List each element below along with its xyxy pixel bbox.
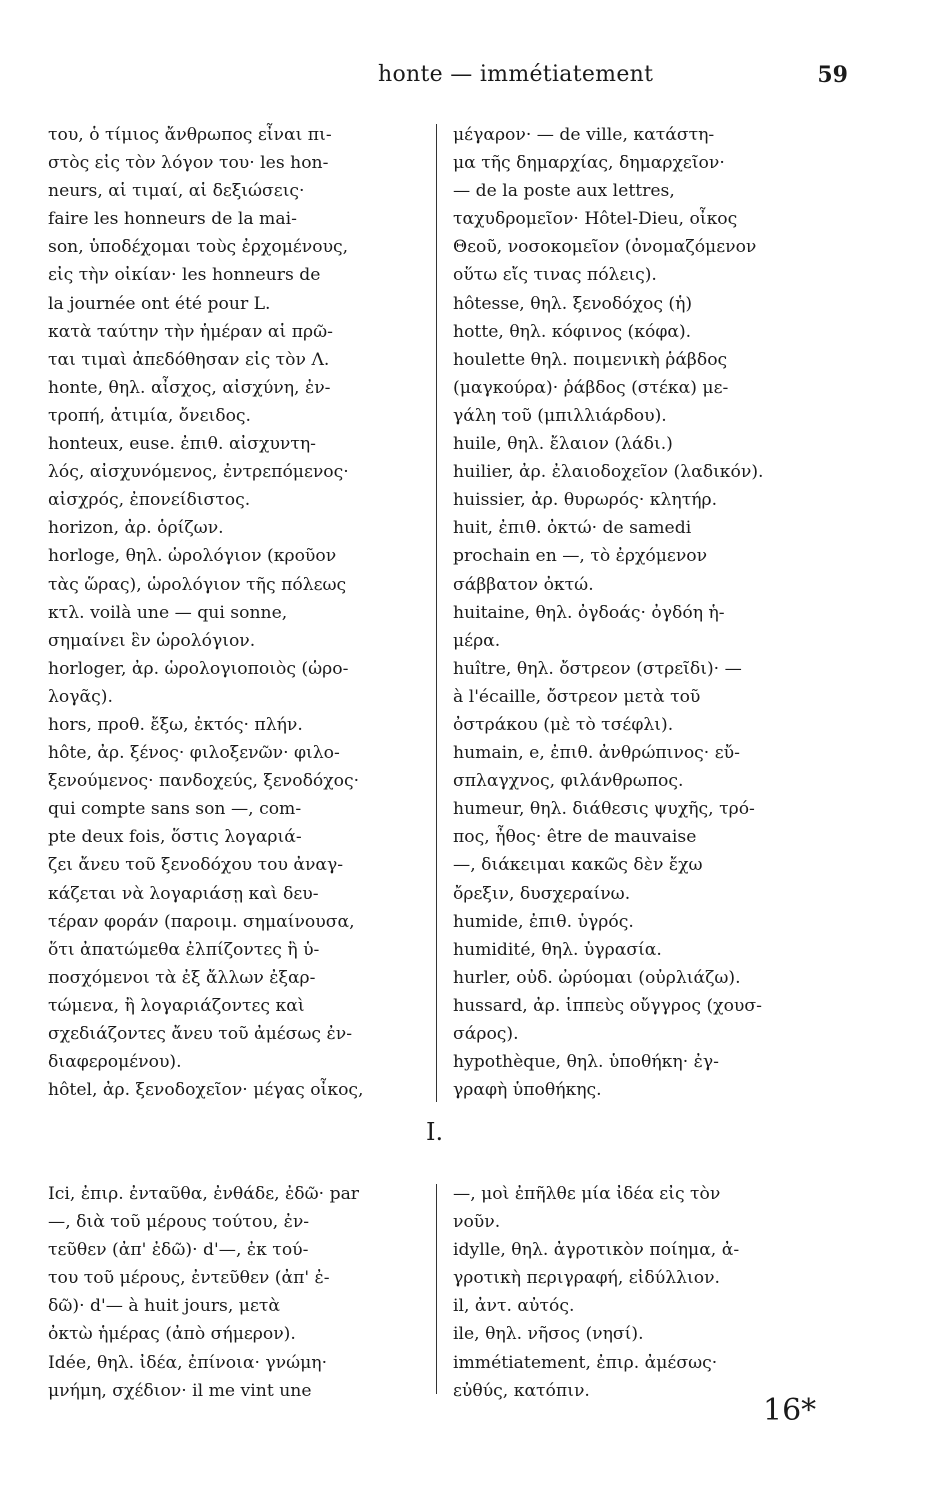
entry-line: του, ὁ τίμιος ἄνθρωπος εἶναι πι- bbox=[48, 125, 332, 145]
entry-line: hussard, ἀρ. ἱππεὺς οὔγγρος (χουσ- bbox=[453, 995, 762, 1016]
entry-line: (μαγκούρα)· ῥάβδος (στέκα) με- bbox=[453, 377, 729, 398]
entry-line: idylle, θηλ. ἀγροτικὸν ποίημα, ἀ- bbox=[453, 1240, 740, 1261]
entry-line: horizon, ἀρ. ὁρίζων. bbox=[48, 518, 224, 539]
entry-line: τὰς ὥρας), ὡρολόγιον τῆς πόλεως bbox=[48, 574, 347, 595]
entry-line: κτλ. voilà une — qui sonne, bbox=[48, 602, 288, 623]
entry-line: ὄρεξιν, δυσχεραίνω. bbox=[453, 883, 631, 904]
entry-line: δῶ)· d'— à huit jours, μετὰ bbox=[48, 1296, 280, 1317]
entry-line: μέγαρον· — de ville, κατάστη- bbox=[453, 125, 715, 145]
entry-line: hôtel, ἀρ. ξενοδοχεῖον· μέγας οἶκος, bbox=[48, 1080, 364, 1101]
entry-line: ται τιμαὶ ἀπεδόθησαν εἰς τὸν Λ. bbox=[48, 349, 330, 370]
entry-line: ὀστράκου (μὲ τὸ τσέφλι). bbox=[453, 714, 674, 735]
entry-line: hôte, ἀρ. ξένος· φιλοξενῶν· φιλο- bbox=[48, 743, 340, 764]
entry-line: prochain en —, τὸ ἐρχόμενον bbox=[453, 546, 708, 567]
entry-line: αἰσχρός, ἐπονείδιστος. bbox=[48, 490, 251, 511]
entry-line: σπλαγχνος, φιλάνθρωπος. bbox=[453, 771, 684, 792]
entry-line: —, μοὶ ἐπῆλθε μία ἰδέα εἰς τὸν bbox=[453, 1184, 721, 1204]
entry-line: γραφὴ ὑποθήκης. bbox=[453, 1080, 602, 1101]
entry-line: γροτικὴ περιγραφή, εἰδύλλιον. bbox=[453, 1268, 720, 1289]
entry-line: λός, αἰσχυνόμενος, ἐντρεπόμενος· bbox=[48, 462, 349, 483]
entry-line: σάββατον ὀκτώ. bbox=[453, 574, 594, 595]
entry-line: ὅτι ἀπατώμεθα ἐλπίζοντες ἢ ὑ- bbox=[48, 939, 320, 960]
page-number: 59 bbox=[817, 62, 848, 88]
entry-line: humain, e, ἐπιθ. ἀνθρώπινος· εὔ- bbox=[453, 743, 740, 764]
entry-line: νοῦν. bbox=[453, 1212, 501, 1233]
entry-line: ξενούμενος· πανδοχεύς, ξενοδόχος· bbox=[48, 771, 360, 792]
entry-line: ζει ἄνευ τοῦ ξενοδόχου του ἀναγ- bbox=[48, 855, 344, 876]
running-title: honte — immétiatement bbox=[378, 62, 654, 87]
entry-line: à l'écaille, ὄστρεον μετὰ τοῦ bbox=[453, 686, 701, 707]
entry-line: πος, ἦθος· être de mauvaise bbox=[453, 827, 697, 848]
entry-line: la journée ont été pour L. bbox=[48, 293, 271, 314]
entry-line: τροπή, ἀτιμία, ὄνειδος. bbox=[48, 405, 252, 426]
column-bottom-left bbox=[48, 1180, 359, 1405]
signature-mark: 16* bbox=[763, 1393, 817, 1428]
entry-line: huit, ἐπιθ. ὀκτώ· de samedi bbox=[453, 518, 692, 539]
entry-line: του τοῦ μέρους, ἐντεῦθεν (ἀπ' ἐ- bbox=[48, 1268, 330, 1289]
entry-line: hôtesse, θηλ. ξενοδόχος (ἡ) bbox=[453, 293, 693, 314]
entry-line: Ici, ἐπιρ. ἐνταῦθα, ἐνθάδε, ἐδῶ· par bbox=[48, 1184, 360, 1204]
entry-line: — de la poste aux lettres, bbox=[453, 181, 675, 202]
entry-line: στὸς εἰς τὸν λόγον του· les hon- bbox=[48, 153, 329, 174]
page-header bbox=[48, 62, 848, 98]
entry-line: hypothèque, θηλ. ὑποθήκη· ἐγ- bbox=[453, 1052, 719, 1073]
entry-line: immétiatement, ἐπιρ. ἀμέσως· bbox=[453, 1352, 718, 1373]
entry-line: ile, θηλ. νῆσος (νησί). bbox=[453, 1324, 644, 1345]
entry-line: huissier, ἀρ. θυρωρός· κλητήρ. bbox=[453, 490, 718, 511]
entry-line: ὀκτὼ ἡμέρας (ἀπὸ σήμερον). bbox=[48, 1324, 296, 1345]
entry-line: ταχυδρομεῖον· Hôtel-Dieu, οἶκος bbox=[453, 209, 738, 230]
entry-line: huître, θηλ. ὄστρεον (στρεῖδι)· — bbox=[453, 658, 742, 679]
entry-line: huilier, ἀρ. ἐλαιοδοχεῖον (λαδικόν). bbox=[453, 462, 764, 483]
entry-line: τώμενα, ἢ λογαριάζοντες καὶ bbox=[48, 995, 305, 1016]
entry-line: huitaine, θηλ. ὀγδοάς· ὀγδόη ἡ- bbox=[453, 602, 725, 623]
entry-line: neurs, αἱ τιμαί, αἱ δεξιώσεις· bbox=[48, 181, 305, 202]
column-top-right bbox=[453, 121, 764, 1104]
entry-line: il, ἀντ. αὐτός. bbox=[453, 1296, 575, 1317]
entry-line: huile, θηλ. ἔλαιον (λάδι.) bbox=[453, 434, 673, 455]
entry-line: γάλη τοῦ (μπιλλιάρδου). bbox=[453, 405, 667, 426]
entry-line: pte deux fois, ὅστις λογαριά- bbox=[48, 827, 302, 848]
entry-line: —, διὰ τοῦ μέρους τούτου, ἐν- bbox=[48, 1212, 310, 1233]
entry-line: humeur, θηλ. διάθεσις ψυχῆς, τρό- bbox=[453, 799, 755, 820]
entry-line: horloger, ἀρ. ὡρολογιοποιὸς (ὡρο- bbox=[48, 658, 349, 679]
entry-line: hotte, θηλ. κόφινος (κόφα). bbox=[453, 321, 692, 342]
entry-line: λογᾶς). bbox=[48, 686, 113, 707]
entry-line: εὐθύς, κατόπιν. bbox=[453, 1380, 590, 1401]
entry-line: humidité, θηλ. ὑγρασία. bbox=[453, 939, 662, 960]
column-divider-bottom bbox=[436, 1184, 437, 1394]
entry-line: σάρος). bbox=[453, 1024, 519, 1044]
entry-line: μα τῆς δημαρχίας, δημαρχεῖον· bbox=[453, 153, 725, 174]
entry-line: μνήμη, σχέδιον· il me vint une bbox=[48, 1380, 312, 1401]
entry-line: faire les honneurs de la mai- bbox=[48, 209, 297, 230]
entry-line: honteux, euse. ἐπιθ. αἰσχυντη- bbox=[48, 434, 316, 455]
entry-line: τεῦθεν (ἀπ' ἐδῶ)· d'—, ἐκ τού- bbox=[48, 1240, 309, 1261]
entry-line: σημαίνει ἓν ὡρολόγιον. bbox=[48, 630, 256, 651]
entry-line: houlette θηλ. ποιμενικὴ ῥάβδος bbox=[453, 349, 728, 370]
entry-line: οὕτω εἴς τινας πόλεις). bbox=[453, 265, 657, 286]
entry-line: κατὰ ταύτην τὴν ἡμέραν αἱ πρῶ- bbox=[48, 321, 333, 342]
entry-line: εἰς τὴν οἰκίαν· les honneurs de bbox=[48, 265, 321, 286]
entry-line: hors, προθ. ἔξω, ἐκτός· πλήν. bbox=[48, 714, 303, 735]
column-bottom-right bbox=[453, 1180, 739, 1405]
entry-line: hurler, οὐδ. ὠρύομαι (οὐρλιάζω). bbox=[453, 967, 741, 988]
entry-line: Idée, θηλ. ἰδέα, ἐπίνοια· γνώμη· bbox=[48, 1352, 328, 1373]
entry-line: σχεδιάζοντες ἄνευ τοῦ ἀμέσως ἐν- bbox=[48, 1024, 352, 1044]
entry-line: —, διάκειμαι κακῶς δὲν ἔχω bbox=[453, 855, 703, 876]
entry-line: horloge, θηλ. ὡρολόγιον (κροῦον bbox=[48, 546, 337, 567]
column-top-left bbox=[48, 121, 364, 1104]
entry-line: humide, ἐπιθ. ὑγρός. bbox=[453, 911, 634, 932]
column-divider-top bbox=[436, 124, 437, 1102]
entry-line: κάζεται νὰ λογαριάσῃ καὶ δευ- bbox=[48, 883, 319, 904]
entry-line: honte, θηλ. αἶσχος, αἰσχύνη, ἐν- bbox=[48, 377, 331, 398]
entry-line: ποσχόμενοι τὰ ἐξ ἄλλων ἐξαρ- bbox=[48, 967, 316, 988]
entry-line: τέραν φοράν (παροιμ. σημαίνουσα, bbox=[48, 911, 355, 932]
section-letter: I. bbox=[426, 1118, 444, 1146]
entry-line: son, ὑποδέχομαι τοὺς ἐρχομένους, bbox=[48, 237, 349, 258]
entry-line: μέρα. bbox=[453, 630, 501, 651]
entry-line: Θεοῦ, νοσοκομεῖον (ὀνομαζόμενον bbox=[453, 237, 757, 258]
entry-line: qui compte sans son —, com- bbox=[48, 799, 302, 820]
entry-line: διαφερομένου). bbox=[48, 1052, 182, 1073]
